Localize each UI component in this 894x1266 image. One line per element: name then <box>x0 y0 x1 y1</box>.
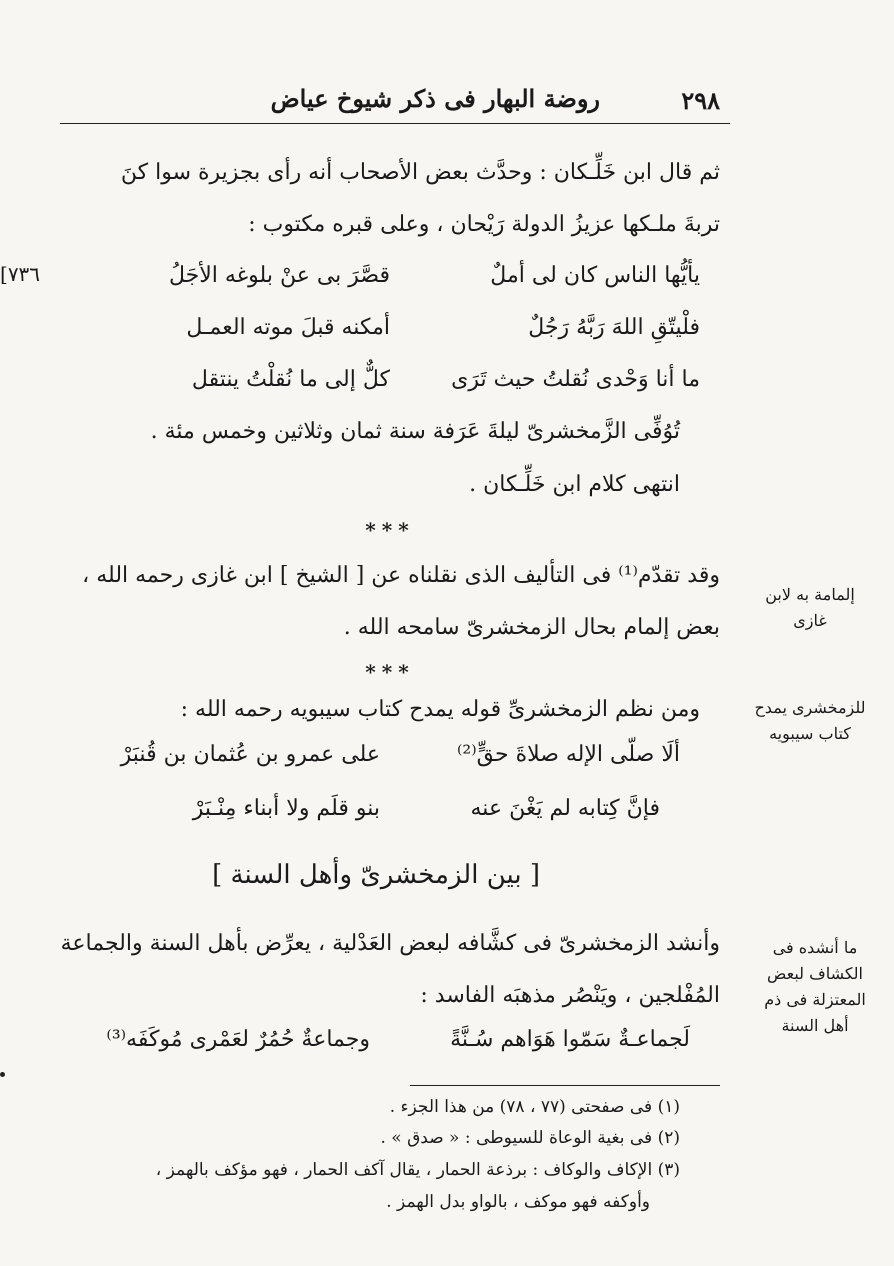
margin-note-line: كتاب سيبويه <box>769 724 851 743</box>
margin-note <box>740 935 890 1039</box>
verse-first-hemistich: فلْيتّقِ اللهَ رَبَّهُ رَجُلٌ <box>528 315 700 340</box>
verse-second-hemistich: قصَّرَ بى عنْ بلوغه الأجَلُ <box>168 263 390 288</box>
margin-note <box>735 582 885 634</box>
verse-second-hemistich: بنو قلَم ولا أبناء مِنْـبَرْ <box>192 796 380 821</box>
margin-note-line: إلمامة به لابن <box>765 585 855 604</box>
margin-note <box>735 695 885 747</box>
text-line: المُفْلجين ، ويَنْصُر مذهبَه الفاسد : <box>420 983 720 1008</box>
margin-line-number: [٧٣٦ <box>0 262 41 286</box>
footnote: وأوكفه فهو موكف ، بالواو بدل الهمز . <box>386 1192 650 1212</box>
verse-first-hemistich: ألَا صلّى الإله صلاةَ حقٍّ⁽²⁾ <box>456 742 680 767</box>
margin-note-line: المعتزلة فى ذم <box>764 990 866 1009</box>
verse-first-hemistich: يأيُّها الناس كان لى أملٌ <box>490 263 700 288</box>
margin-note-line: الكشاف لبعض <box>767 964 863 983</box>
footnote-rule <box>410 1085 720 1086</box>
text-line: انتهى كلام ابن خَلِّـكان . <box>469 472 680 497</box>
header-rule <box>60 123 730 124</box>
section-divider-stars: *** <box>365 518 415 542</box>
margin-note-line: غازى <box>793 611 827 630</box>
verse-first-hemistich: فإنَّ كِتابه لم يَغْنَ عنه <box>470 796 660 821</box>
text-line: ثم قال ابن خَلِّـكان : وحدَّث بعض الأصحاب أنه رأى بجزيرة سوا كنَ <box>120 160 720 185</box>
section-divider-stars: *** <box>365 660 415 684</box>
section-heading: [ بين الزمخشرىّ وأهل السنة ] <box>212 860 540 890</box>
text-line: بعض إلمام بحال الزمخشرىّ سامحه الله . <box>343 615 720 640</box>
footnote: (٣) الإكاف والوكاف : برذعة الحمار ، يقال آكف الحمار ، فهو مؤكف بالهمز ، <box>155 1160 680 1180</box>
text-line: ومن نظم الزمخشرىِّ قوله يمدح كتاب سيبويه رحمه الله : <box>180 697 700 722</box>
footnote: (٢) فى بغية الوعاة للسيوطى : « صدق » . <box>380 1128 680 1148</box>
text-line: وأنشد الزمخشرىّ فى كشَّافه لبعض العَدْلية ، يعرِّض بأهل السنة والجماعة <box>60 931 720 956</box>
footnote: (١) فى صفحتى (٧٧ ، ٧٨) من هذا الجزء . <box>389 1097 680 1117</box>
margin-note-line: أهل السنة <box>781 1016 849 1035</box>
text-line: تربةَ ملـكها عزيزُ الدولة رَيْحان ، وعلى قبره مكتوب : <box>248 212 720 237</box>
verse-second-hemistich: وجماعةٌ حُمُرٌ لعَمْرى مُوكَفَه⁽³⁾ <box>106 1027 370 1052</box>
running-title: روضة البهار فى ذكر شيوخ عياض <box>270 84 600 113</box>
verse-second-hemistich: كلٌّ إلى ما نُقلْتُ ينتقل <box>191 367 390 392</box>
verse-first-hemistich: ما أنا وَحْدى نُقلتُ حيث تَرَى <box>451 367 700 392</box>
verse-first-hemistich: لَجماعـةٌ سَمّوا هَوَاهم سُـنَّةً <box>450 1027 690 1052</box>
verse-second-hemistich: أمكنه قبلَ موته العمـل <box>186 315 390 340</box>
verse-second-hemistich: على عمرو بن عُثمان بن قُنبَرْ <box>120 742 380 767</box>
page-number: ٢٩٨ <box>681 86 720 115</box>
text-line: وقد تقدّم⁽¹⁾ فى التأليف الذى نقلناه عن [ الشيخ ] ابن غازى رحمه الله ، <box>82 563 720 588</box>
margin-note-line: للزمخشرى يمدح <box>754 698 866 717</box>
margin-note-line: ما أنشده فى <box>772 938 858 957</box>
text-line: تُوُفِّى الزَّمخشرىّ ليلةَ عَرَفة سنة ثمان وثلاثين وخمس مئة . <box>150 419 680 444</box>
margin-dot <box>0 1072 5 1077</box>
